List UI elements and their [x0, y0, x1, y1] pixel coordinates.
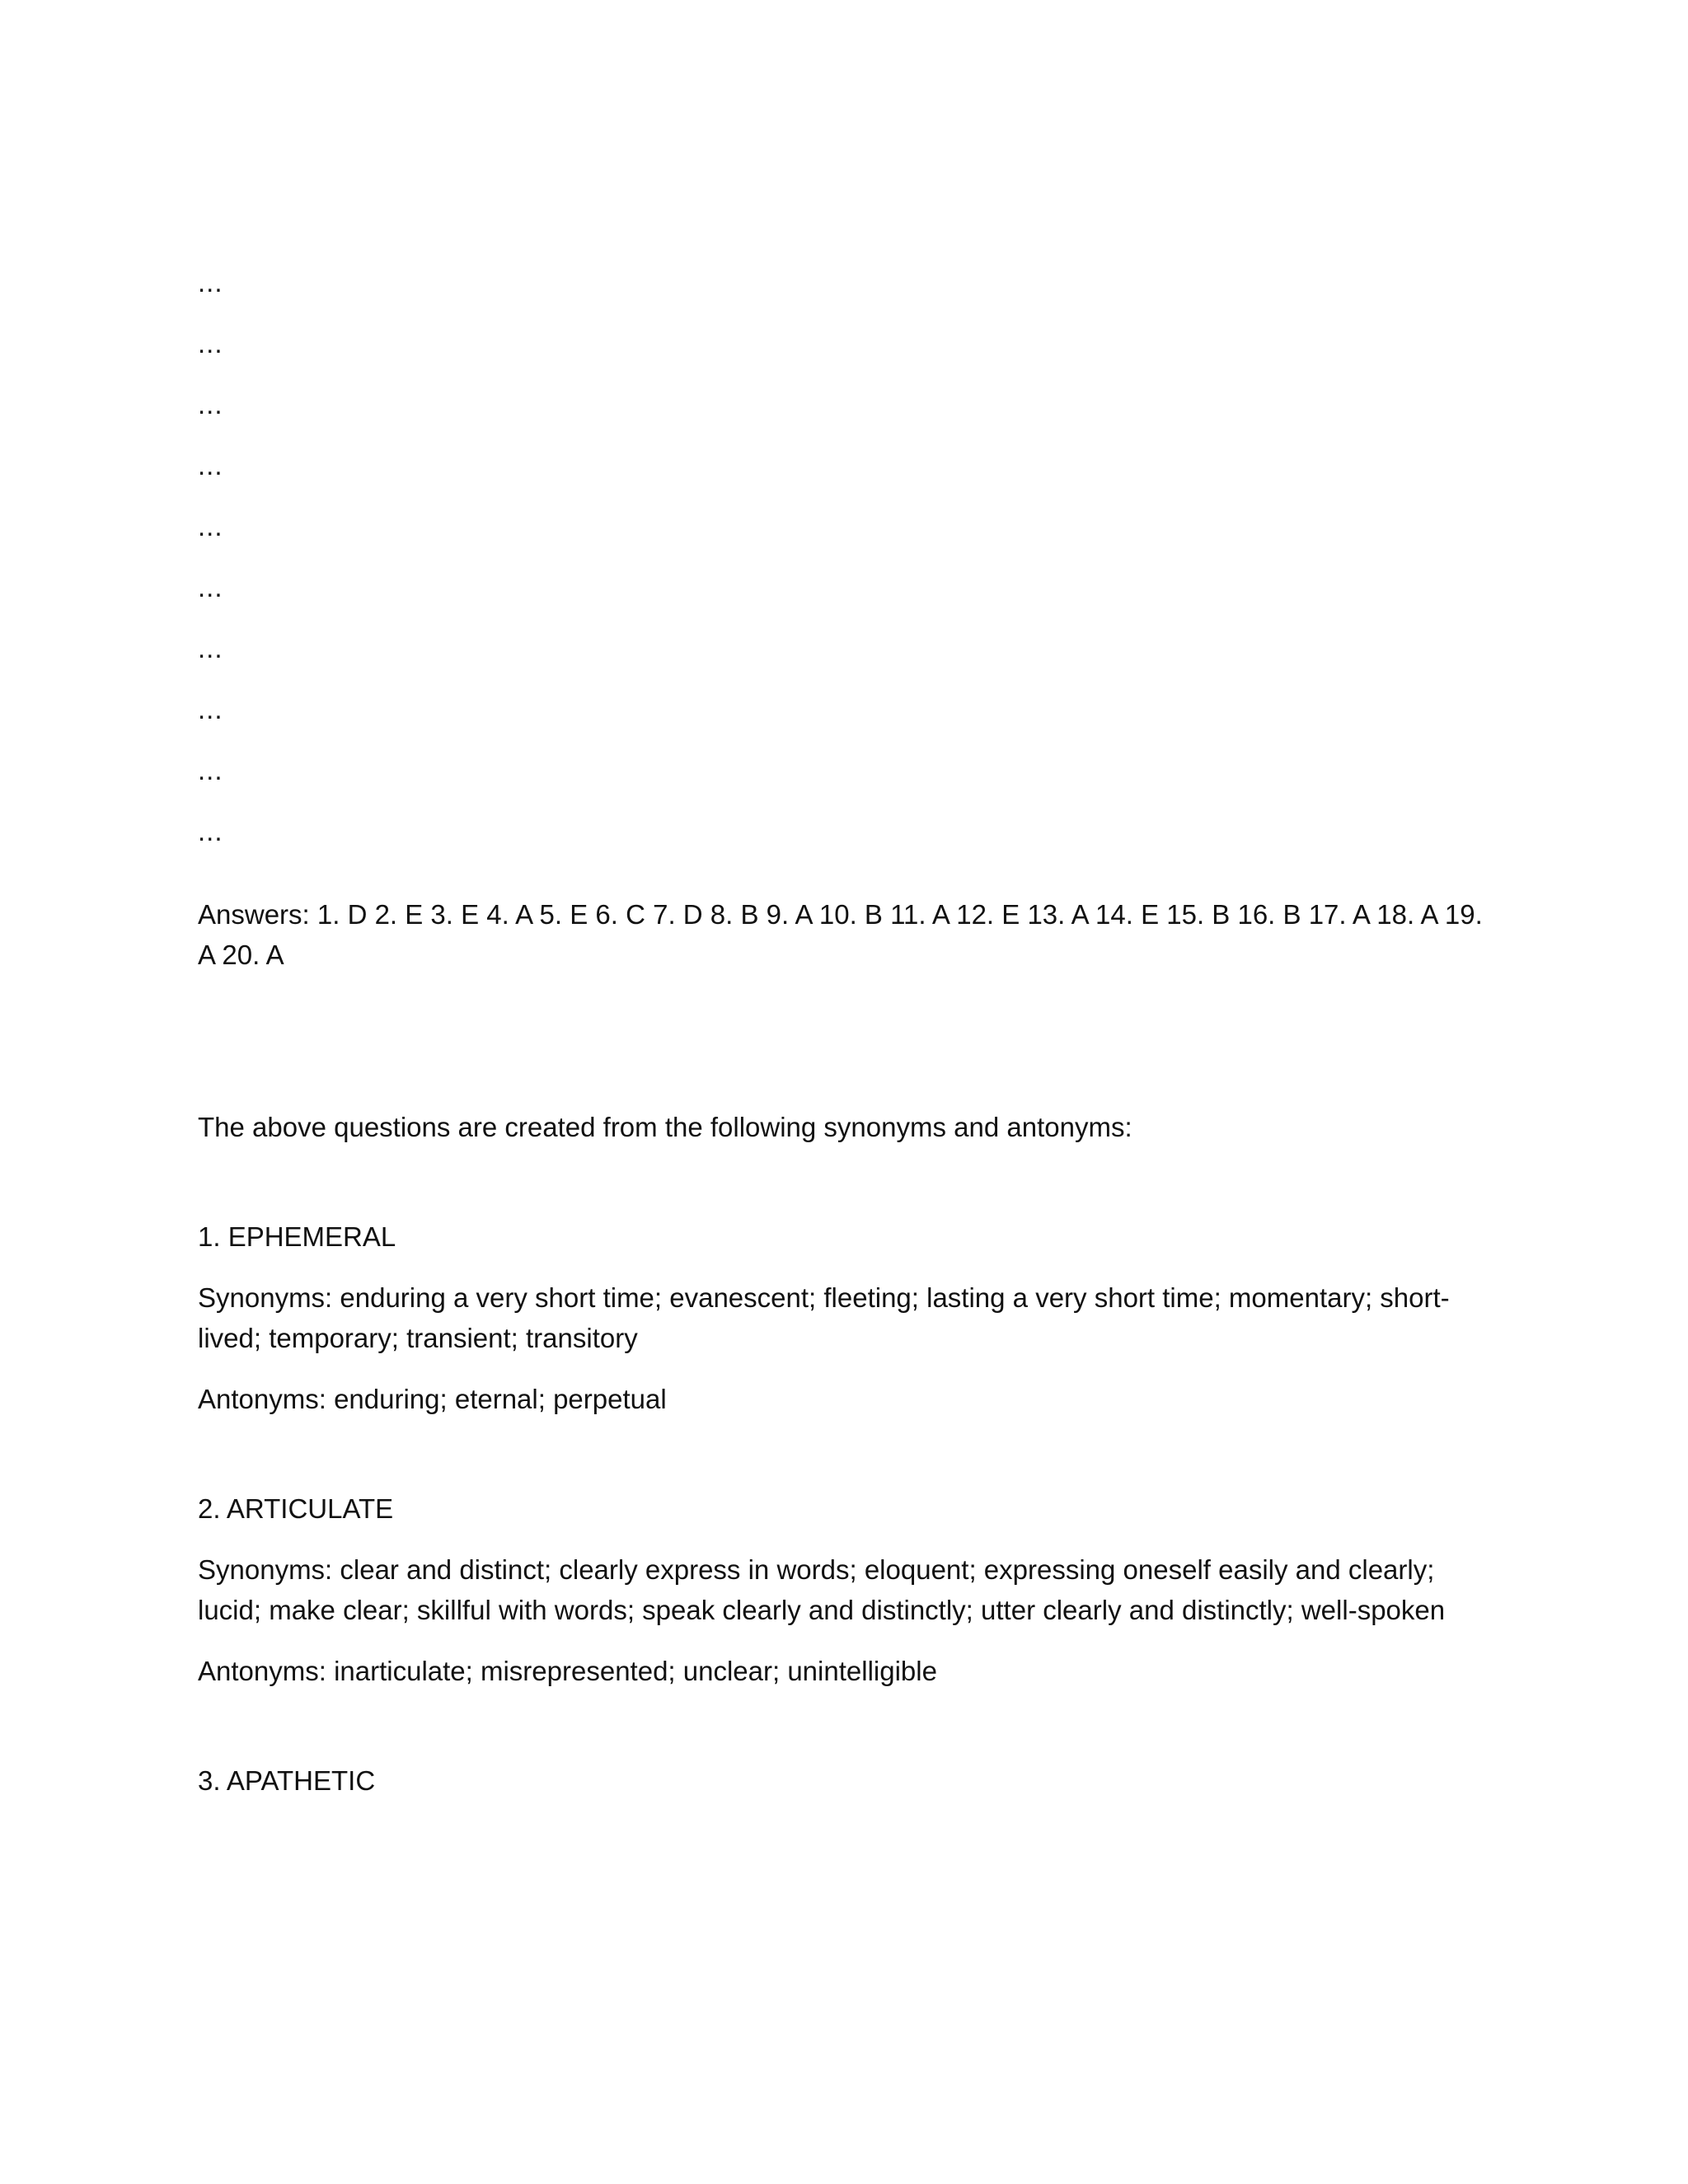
entry-synonyms: Synonyms: enduring a very short time; evanescent; fleeting; lasting a very short time; momentary; short-lived; temporary; transient; transitory	[198, 1282, 1450, 1353]
word-entry-articulate	[198, 1488, 1492, 1691]
ellipsis-line: ...	[198, 816, 223, 846]
entry-title: 3. APATHETIC	[198, 1765, 376, 1796]
ellipsis-line: ...	[198, 328, 223, 359]
entry-antonyms: Antonyms: inarticulate; misrepresented; unclear; unintelligible	[198, 1656, 937, 1686]
entry-synonyms: Synonyms: clear and distinct; clearly express in words; eloquent; expressing oneself easily and clearly; lucid; make clear; skillful with words; speak clearly and distinctly; utter clearly and distinctly; well-spoken	[198, 1554, 1446, 1625]
ellipsis-line: ...	[198, 450, 223, 480]
word-entry-ephemeral	[198, 1216, 1492, 1419]
ellipsis-line: ...	[198, 267, 223, 298]
ellipsis-line: ...	[198, 511, 223, 541]
ellipsis-line: ...	[198, 755, 223, 785]
ellipsis-line: ...	[198, 572, 223, 602]
word-entry-apathetic	[198, 1760, 1492, 1801]
ellipsis-line: ...	[198, 633, 223, 663]
ellipsis-line: ...	[198, 389, 223, 419]
answer-key: Answers: 1. D 2. E 3. E 4. A 5. E 6. C 7. D 8. B 9. A 10. B 11. A 12. E 13. A 14. E 15. B 16. B 17. A 18. A 19. A 20. A	[198, 899, 1483, 970]
entry-title: 2. ARTICULATE	[198, 1493, 394, 1524]
intro-paragraph: The above questions are created from the following synonyms and antonyms:	[198, 1112, 1132, 1142]
entry-title: 1. EPHEMERAL	[198, 1221, 396, 1252]
ellipsis-line: ...	[198, 694, 223, 724]
document-body	[198, 262, 1492, 1821]
entry-antonyms: Antonyms: enduring; eternal; perpetual	[198, 1384, 667, 1414]
